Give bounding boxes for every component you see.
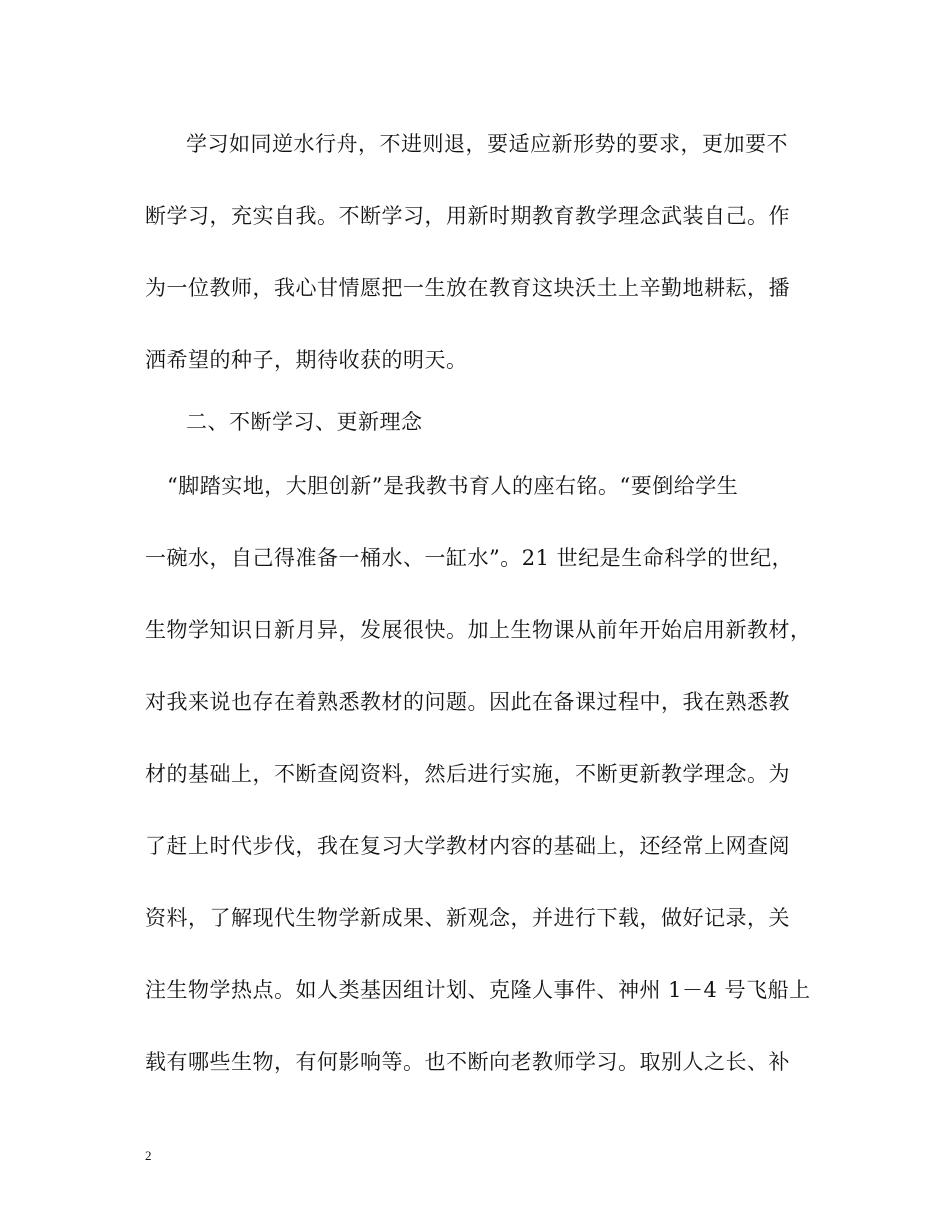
paragraph-line: 对我来说也存在着熟悉教材的问题。因此在备课过程中，我在熟悉教 [145,690,790,714]
paragraph-line: 注生物学热点。如人类基因组计划、克隆人事件、神州 1－4 号飞船上 [145,978,811,1002]
paragraph-line: “脚踏实地，大胆创新”是我教书育人的座右铭。“要倒给学生 [167,474,739,498]
paragraph-line: 生物学知识日新月异，发展很快。加上生物课从前年开始启用新教材， [145,618,812,642]
paragraph-line: 洒希望的种子，期待收获的明天。 [145,348,468,372]
paragraph-line: 资料，了解现代生物学新成果、新观念，并进行下载，做好记录，关 [145,906,790,930]
paragraph-line: 学习如同逆水行舟，不进则退，要适应新形势的要求，更加要不 [186,132,788,156]
paragraph-line: 了赶上时代步伐，我在复习大学教材内容的基础上，还经常上网查阅 [145,834,790,858]
section-heading: 二、不断学习、更新理念 [186,410,423,434]
paragraph-line: 为一位教师，我心甘情愿把一生放在教育这块沃土上辛勤地耕耘，播 [145,276,790,300]
paragraph-line: 材的基础上，不断查阅资料，然后进行实施，不断更新教学理念。为 [145,762,790,786]
paragraph-line: 一碗水，自己得准备一桶水、一缸水”。21 世纪是生命科学的世纪， [145,546,794,570]
paragraph-line: 断学习，充实自我。不断学习，用新时期教育教学理念武装自己。作 [145,204,790,228]
page-number: 2 [145,1148,152,1163]
paragraph-line: 载有哪些生物，有何影响等。也不断向老教师学习。取别人之长、补 [145,1050,790,1074]
